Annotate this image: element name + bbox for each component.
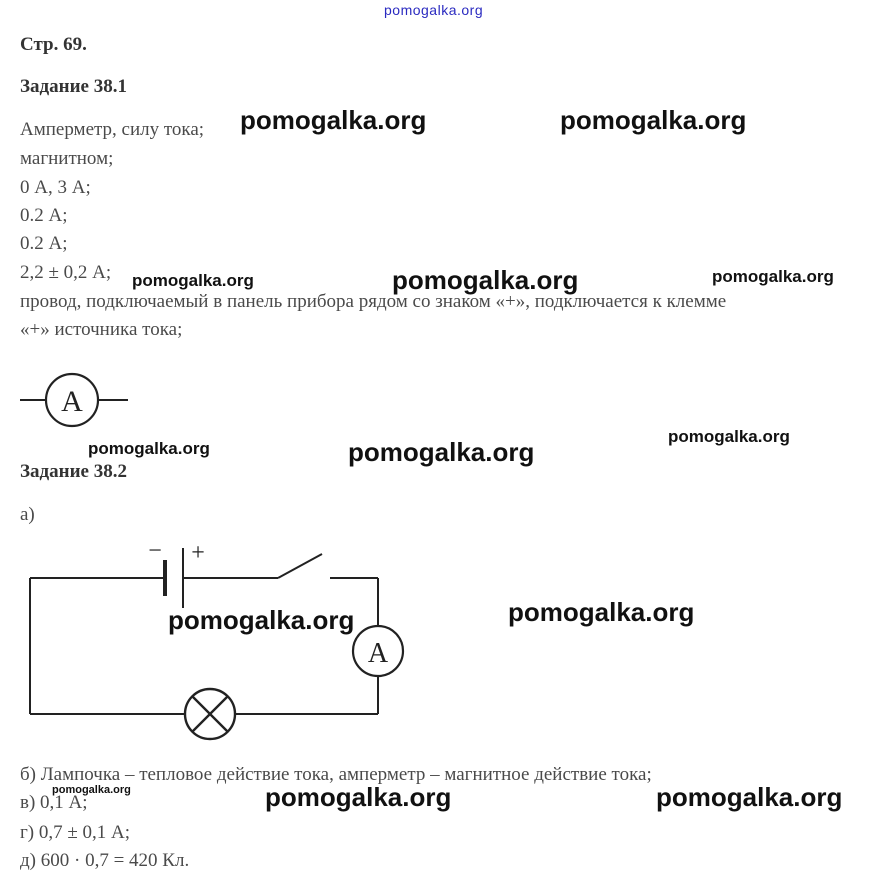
task2-line-b: б) Лампочка – тепловое действие тока, амперметр – магнитное действие тока; [20, 764, 652, 785]
task1-line-6: 2,2 ± 0,2 А; [20, 262, 112, 283]
watermark-8[interactable]: pomogalka.org [668, 427, 790, 446]
task1-line-1: Амперметр, силу тока; [20, 119, 205, 140]
watermark-12[interactable]: pomogalka.org [265, 782, 452, 812]
watermark-10[interactable]: pomogalka.org [508, 597, 695, 627]
task2-line-c: в) 0,1 А; [20, 792, 88, 813]
page-reference: Стр. 69. [20, 34, 87, 55]
task1-line-7: провод, подключаемый в панель прибора рядом со знаком «+», подключается к клемме [20, 291, 727, 312]
task-38-2-title: Задание 38.2 [20, 461, 127, 482]
task-38-1-title: Задание 38.1 [20, 76, 127, 97]
watermark-9[interactable]: pomogalka.org [168, 605, 355, 635]
watermark-7[interactable]: pomogalka.org [348, 437, 535, 467]
watermark-4[interactable]: pomogalka.org [392, 265, 579, 295]
watermark-11[interactable]: pomogalka.org [52, 784, 131, 796]
watermark-top[interactable]: pomogalka.org [384, 2, 484, 18]
circuit-diagram [30, 548, 403, 739]
task2-part-a: а) [20, 504, 35, 525]
task1-line-5: 0.2 А; [20, 233, 68, 254]
watermark-5[interactable]: pomogalka.org [712, 267, 834, 286]
task1-line-4: 0.2 А; [20, 205, 68, 226]
watermark-3[interactable]: pomogalka.org [132, 271, 254, 290]
task1-line-2: магнитном; [20, 148, 114, 169]
watermark-13[interactable]: pomogalka.org [656, 782, 843, 812]
circuit-ammeter-letter: A [367, 638, 389, 669]
task2-line-d: г) 0,7 ± 0,1 А; [20, 822, 131, 843]
watermark-1[interactable]: pomogalka.org [240, 105, 427, 135]
battery-minus-sign: − [148, 538, 162, 564]
task1-line-3: 0 А, 3 А; [20, 177, 91, 198]
watermark-2[interactable]: pomogalka.org [560, 105, 747, 135]
task1-line-8: «+» источника тока; [20, 319, 183, 340]
ammeter-symbol-letter: A [61, 385, 83, 418]
switch-lever [278, 554, 322, 578]
task2-line-e: д) 600 · 0,7 = 420 Кл. [20, 850, 190, 871]
battery-plus-sign: + [191, 540, 205, 566]
watermark-6[interactable]: pomogalka.org [88, 439, 210, 458]
ammeter-symbol [20, 374, 128, 426]
